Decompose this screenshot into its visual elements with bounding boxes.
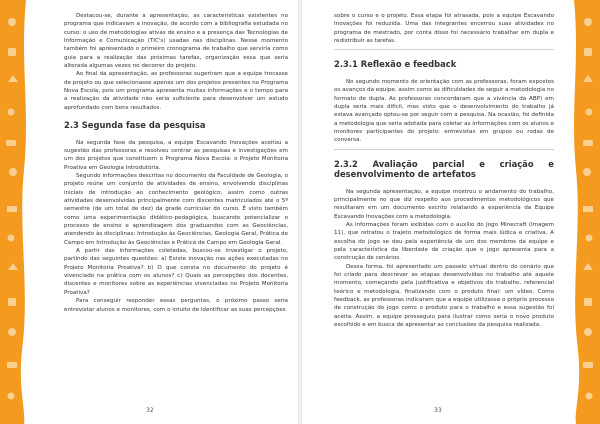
- section-heading: 2.3 Segunda fase da pesquisa: [64, 120, 206, 131]
- right-band-pattern: [566, 0, 600, 424]
- paragraph: No segundo momento de orientação com as professoras, foram expostos os avanços da equipe, assim como as dificuldades de seguir a metodologia no formato de dupla. As professoras concordaram que a vivência da ABP) em dupla seria mais difícil, mas visto que o desenvolvimento do trabalho já estava avançado optou-se por seguir com a pesquisa. Na ocasião, foi definida a metodologia que seria adotada para coletar as informações com os alunos e monitores participantes do projeto: entrevistas em grupos ou rodas de conversa.: [334, 78, 554, 144]
- sun-icon: [583, 168, 591, 176]
- gear-icon: [8, 18, 16, 26]
- flag-icon: [583, 206, 593, 212]
- right-page: [302, 0, 566, 424]
- sun-icon: [9, 168, 17, 176]
- paragraph: Ao final da apresentação, as professoras sugeriram que a equipe trocasse de projeto ou que selecionasse apenas um dos projetos presentes no Programa Nova Escola, pois um programa apresenta muitas informações e o tempo para a realização da atividade não seria suficiente para desenvolver um estudo aprofundado com bons resultados.: [64, 71, 288, 111]
- subsection-heading: 2.3.1 Reflexão e feedback: [334, 59, 457, 70]
- page-number: 33: [434, 407, 442, 414]
- divider: [334, 49, 554, 50]
- left-page: [34, 0, 298, 424]
- right-decorative-band: [566, 0, 600, 424]
- leaf-icon: [6, 140, 16, 146]
- left-decorative-band: [0, 0, 34, 424]
- book-icon: [584, 298, 592, 306]
- page-number: 32: [146, 407, 154, 414]
- paragraph: Segundo informações descritas no documento da Faculdade de Geologia, o projeto reúne um conjunto de atividades de ensino, envolvendo disciplinas iniciais de introdução ao conhecimento geológico, assim como outras atividades desenvolvidas principalmente com discentes matriculados até o 5º semestre (de um total de dez) da grade curricular do curso. É visto também como uma experimentação didático-pedagógica, buscando potencializar o processo de ensino e aprendizagem dos graduandos com as Geociências, atendendo às disciplinas: Introdução às Geociências, Geologia Geral, Prática de Campo em Introdução às Geociências e Prática de Campo em Geologia Geral.: [64, 173, 288, 246]
- flag-icon: [7, 206, 17, 212]
- paragraph: A partir das informações coletadas, buscou-se investigar o projeto, partindo das seguintes questões: a) Existe inovação nas ações executadas no Projeto Monitoria Proativa? b) O que consta no documento do projeto é vivenciado na prática com os alunos? c) Quais as percepções dos docentes, discentes e monitores sobre as experiências vivenciadas no Projeto Monitoria Proativa?: [64, 248, 288, 296]
- paragraph: sobre o curso e o projeto. Essa etapa foi atrasada, pois a equipe Escavando Inovações foi reduzida. Uma das integrantes encerrou suas atividades no programa de mestrado, por conta disso foi necessário trabalhar em dupla e redistribuir as tarefas.: [334, 13, 554, 45]
- paragraph: Destacou-se, durante a apresentação, as características existentes no programa que indicavam a inovação, de acordo com a bibliografia estudada no curso: o uso de metodologias ativas de ensino e a presença das Tecnologias de Informação e Comunicação (TIC's) usadas nas disciplinas. Nesse momento também foi apresentado o primeiro cronograma de trabalho que serviria como guia para a realização das próximas tarefas, organização essa que seria alterada algumas vezes no decorrer do projeto.: [64, 13, 288, 70]
- paragraph: Para conseguir responder essas perguntas, o próximo passo seria entrevistar alunos e monitores, com o intuito de identificar as suas percepções: [64, 298, 288, 313]
- book-icon: [8, 48, 16, 56]
- left-text-column: [64, 12, 288, 314]
- paragraph: Dessa forma, foi apresentado um passeio virtual dentro do cenário que foi criado para descrever as etapas desenvolvidas no trabalho até aquele momento, começando pela justificativa e objetivos do trabalho, referencial teórico e metodologia, finalizando com o produto final: um vídeo. Como feedback, as professoras indicaram que a equipe utilizasse o próprio processo de construção do jogo como o produto para o trabalho e essa sugestão foi aceita. Assim, a equipe prosseguiu para ilustrar como seria o novo produto escolhido e em busca de apresentar as conclusões da pesquisa realizada.: [334, 263, 554, 329]
- subsection-heading: 2.3.2 Avaliação parcial e criação e desenvolvimento de artefatos: [334, 158, 554, 180]
- gear-icon: [584, 328, 592, 336]
- paragraph: Na segunda fase da pesquisa, a equipe Escavando Inovações aceitou a sugestão das professoras e resolveu centrar as pesquisas e investigações em um dos projetos que constituem o Programa Nova Escola: o Projeto Monitoria Proativa em Geologia Introdutória.: [64, 139, 288, 171]
- footprint-icon: [8, 235, 15, 242]
- leaf-icon: [583, 140, 593, 146]
- book-icon: [584, 48, 592, 56]
- flag-icon: [583, 362, 593, 368]
- book-icon: [8, 298, 16, 306]
- gear-icon: [584, 18, 592, 26]
- paragraph: Na segunda apresentação, a equipe mostrou o andamento do trabalho, principalmente no que diz respeito aos procedimentos metodológicos que resultaram em um documento escrito relatando a experiência da Equipe Escavando Inovações com a metodologia.: [334, 188, 554, 220]
- footprint-icon: [586, 393, 593, 400]
- footprint-icon: [586, 109, 593, 116]
- left-band-pattern: [0, 0, 34, 424]
- footprint-icon: [8, 109, 15, 116]
- paragraph: As informações foram exibidas com o auxílio do Jogo Minecraft (Imagem 11), que retratou o trajeto metodológico de forma mais lúdica e criativa. A escolha do jogo se deu pela experiência de um dos membros da equipe e pela característica da liberdade de criação que o jogo apresenta para a construção de cenários.: [334, 222, 554, 262]
- footprint-icon: [8, 393, 15, 400]
- gear-icon: [8, 328, 16, 336]
- flag-icon: [7, 362, 17, 368]
- divider: [334, 149, 554, 150]
- right-text-column: [334, 12, 554, 329]
- footprint-icon: [586, 235, 593, 242]
